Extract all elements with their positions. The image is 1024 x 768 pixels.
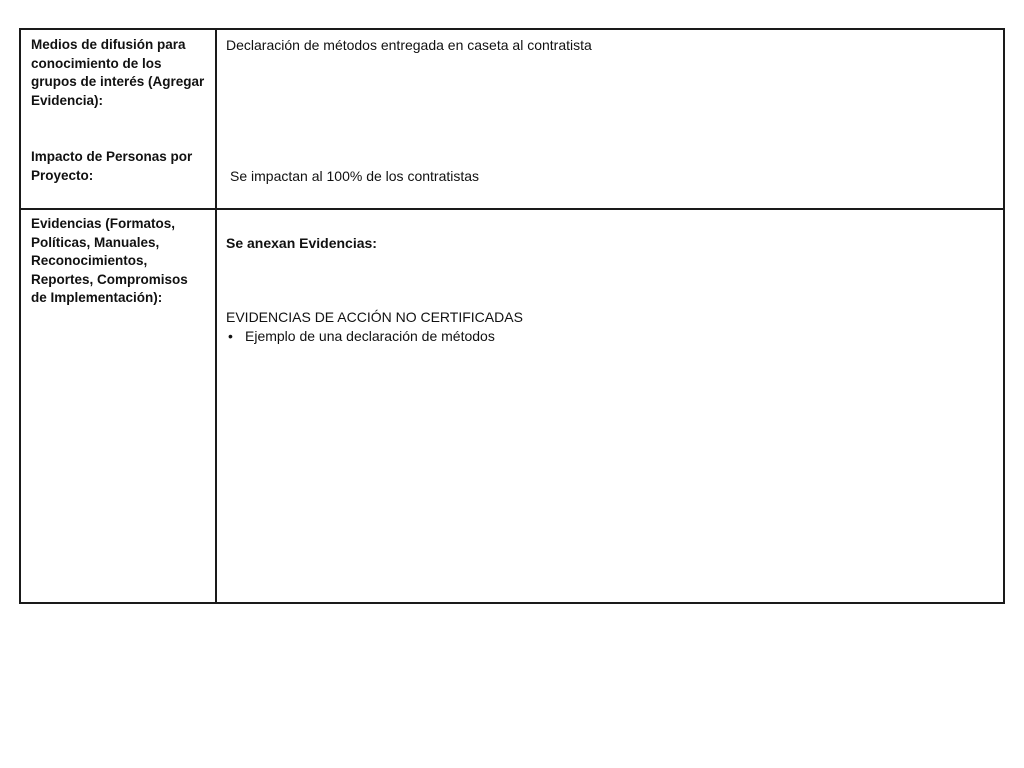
column-divider bbox=[215, 30, 217, 602]
evidencias-label: Evidencias (Formatos, Políticas, Manuales, Reconocimientos, Reportes, Compromisos de Implementación): bbox=[31, 216, 188, 305]
anexan-evidencias-heading: Se anexan Evidencias: bbox=[226, 235, 377, 251]
impacto-personas-label: Impacto de Personas por Proyecto: bbox=[31, 149, 193, 183]
row-divider bbox=[21, 208, 1003, 210]
evidence-bullet-list bbox=[226, 327, 495, 346]
list-item: • Ejemplo de una declaración de métodos bbox=[226, 327, 495, 346]
no-certificadas-heading: EVIDENCIAS DE ACCIÓN NO CERTIFICADAS bbox=[226, 309, 523, 325]
evidence-form-table bbox=[19, 28, 1005, 604]
medios-difusion-label: Medios de difusión para conocimiento de los grupos de interés (Agregar Evidencia): bbox=[31, 37, 205, 108]
impacto-personas-value: Se impactan al 100% de los contratistas bbox=[230, 168, 480, 184]
medios-difusion-value: Declaración de métodos entregada en caseta al contratista bbox=[226, 37, 592, 53]
